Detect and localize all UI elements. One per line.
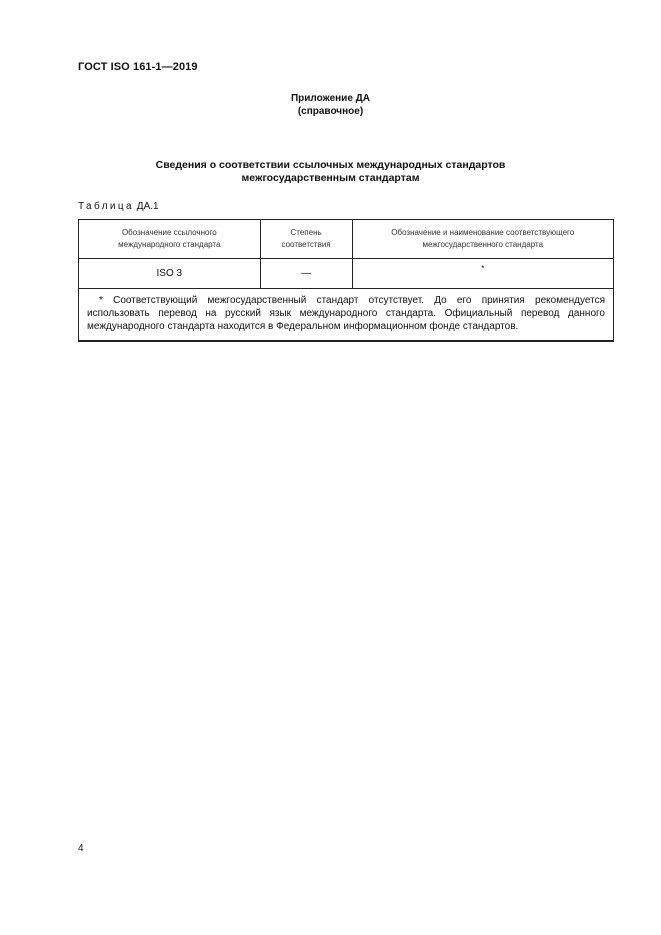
section-title-line2: межгосударственным стандартам — [241, 172, 420, 184]
appendix-heading — [0, 92, 661, 118]
header-col2-line1: Степень — [290, 228, 322, 237]
table-caption-number: ДА.1 — [136, 201, 159, 212]
appendix-subtitle: (справочное) — [297, 106, 364, 117]
section-title-line1: Сведения о соответствии ссылочных международных стандартов — [155, 159, 506, 171]
cell-degree: — — [260, 259, 352, 289]
section-title — [0, 159, 661, 185]
table-row — [79, 259, 614, 289]
document-standard-code: ГОСТ ISO 161-1—2019 — [78, 61, 198, 73]
table-caption — [78, 201, 159, 212]
header-col3-line1: Обозначение и наименование соответствующего — [391, 228, 575, 237]
header-col3-line2: межгосударственного стандарта — [422, 240, 544, 249]
page-number: 4 — [78, 843, 84, 854]
header-col2-line2: соответствия — [281, 240, 331, 249]
cell-international-standard: ISO 3 — [79, 259, 261, 289]
header-international-standard — [79, 220, 261, 259]
header-degree — [260, 220, 352, 259]
header-col1-line2: международного стандарта — [118, 240, 221, 249]
header-interstate-standard — [352, 220, 613, 259]
table-footnote-row — [79, 289, 614, 342]
table-caption-word: Таблица — [78, 201, 135, 212]
appendix-title: Приложение ДА — [290, 93, 371, 104]
cell-interstate-standard: * — [352, 259, 613, 289]
table-header-row — [79, 220, 614, 259]
header-col1-line1: Обозначение ссылочного — [121, 228, 217, 237]
table-footnote: * Соответствующий межгосударственный стандарт отсутствует. До его принятия рекомендуется использовать перевод на русский язык международного стандарта. Официальный перевод данного международного стандарта находится в Федеральном информационном фонде стандартов. — [79, 289, 614, 342]
reference-standards-table — [78, 219, 614, 342]
